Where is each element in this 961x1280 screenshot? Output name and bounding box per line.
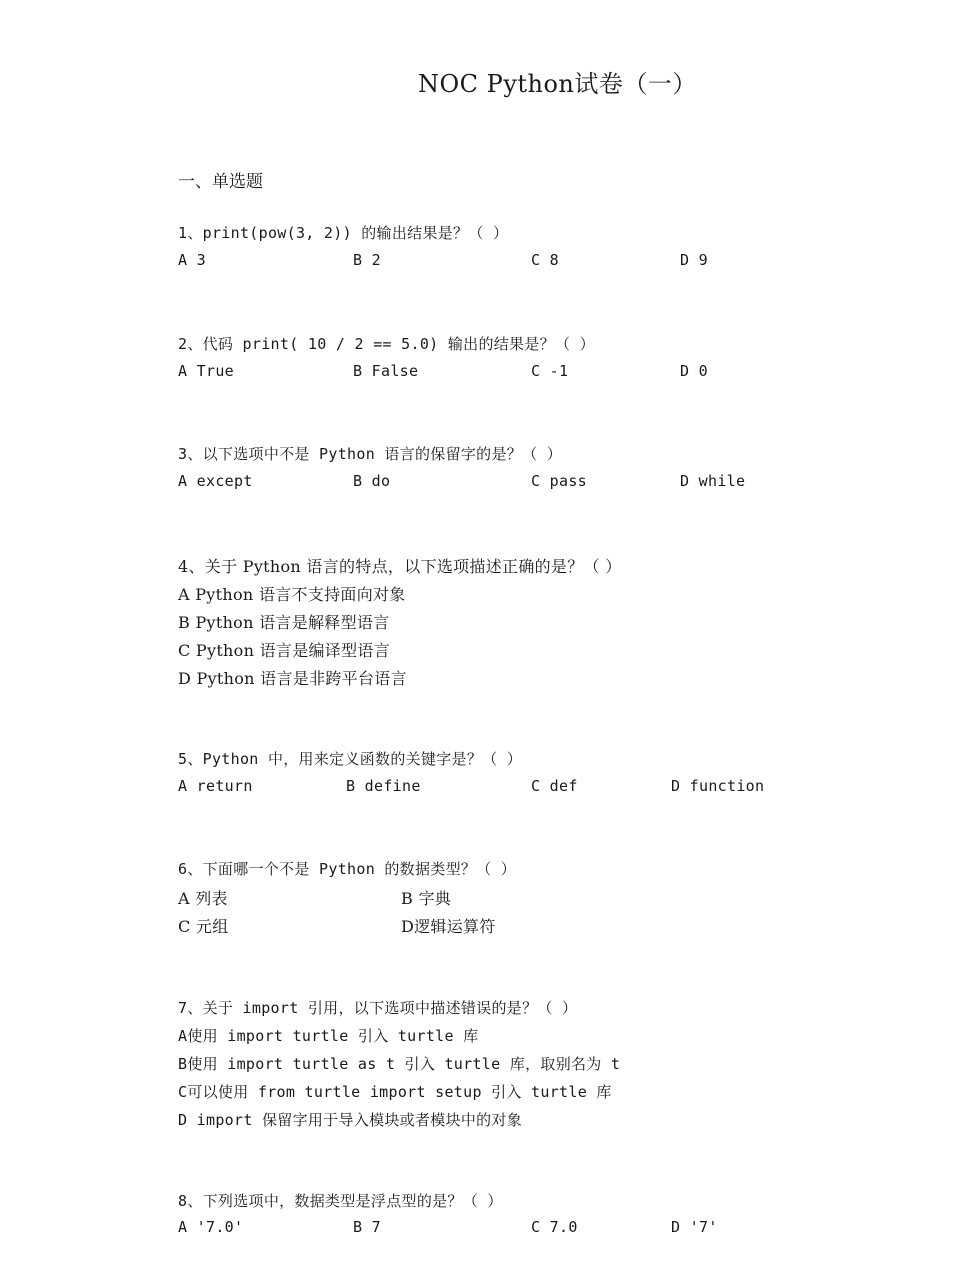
question-6-text: 6、下面哪一个不是 Python 的数据类型？（ ） (178, 860, 517, 878)
question-6-option-d: D逻辑运算符 (401, 917, 496, 936)
question-2-option-a: A True (178, 362, 234, 380)
question-1-option-d: D 9 (680, 251, 708, 269)
question-5-option-c: C def (531, 777, 578, 795)
question-1-option-c: C 8 (531, 251, 559, 269)
question-8-text: 8、下列选项中，数据类型是浮点型的是？（ ） (178, 1192, 503, 1210)
question-4-option-c: C Python 语言是编译型语言 (178, 641, 390, 660)
question-5-text: 5、Python 中，用来定义函数的关键字是？（ ） (178, 750, 523, 768)
question-8-option-b: B 7 (353, 1218, 381, 1236)
question-7-option-c: C可以使用 from turtle import setup 引入 turtle 库 (178, 1083, 612, 1101)
question-5-option-b: B define (346, 777, 421, 795)
question-8-option-a: A '7.0' (178, 1218, 244, 1236)
question-3-text: 3、以下选项中不是 Python 语言的保留字的是？（ ） (178, 445, 563, 463)
question-1-option-a: A 3 (178, 251, 206, 269)
page-title: NOC Python试卷（一） (418, 70, 697, 98)
question-3-option-a: A except (178, 472, 253, 490)
question-2-option-b: B False (353, 362, 419, 380)
question-2-option-c: C -1 (531, 362, 569, 380)
question-5-option-a: A return (178, 777, 253, 795)
question-7-option-a: A使用 import turtle 引入 turtle 库 (178, 1027, 479, 1045)
question-5-option-d: D function (671, 777, 765, 795)
question-2-text: 2、代码 print( 10 / 2 == 5.0) 输出的结果是？（ ） (178, 335, 595, 353)
question-2-option-d: D 0 (680, 362, 708, 380)
question-8-option-d: D '7' (671, 1218, 718, 1236)
question-6-option-b: B 字典 (401, 889, 452, 908)
question-1-text: 1、print(pow(3, 2)) 的输出结果是？（ ） (178, 224, 509, 242)
question-6-option-c: C 元组 (178, 917, 229, 936)
question-4-option-a: A Python 语言不支持面向对象 (178, 585, 406, 604)
section-heading: 一、单选题 (178, 172, 263, 192)
question-3-option-d: D while (680, 472, 746, 490)
question-4-text: 4、关于 Python 语言的特点，以下选项描述正确的是？（ ） (178, 557, 622, 576)
question-6-option-a: A 列表 (178, 889, 228, 908)
question-4-option-b: B Python 语言是解释型语言 (178, 613, 390, 632)
question-8-option-c: C 7.0 (531, 1218, 578, 1236)
question-1-option-b: B 2 (353, 251, 381, 269)
question-3-option-b: B do (353, 472, 391, 490)
question-7-option-d: D import 保留字用于导入模块或者模块中的对象 (178, 1111, 523, 1129)
question-4-option-d: D Python 语言是非跨平台语言 (178, 669, 407, 688)
question-3-option-c: C pass (531, 472, 587, 490)
question-7-text: 7、关于 import 引用，以下选项中描述错误的是？（ ） (178, 999, 578, 1017)
question-7-option-b: B使用 import turtle as t 引入 turtle 库，取别名为 t (178, 1055, 621, 1073)
